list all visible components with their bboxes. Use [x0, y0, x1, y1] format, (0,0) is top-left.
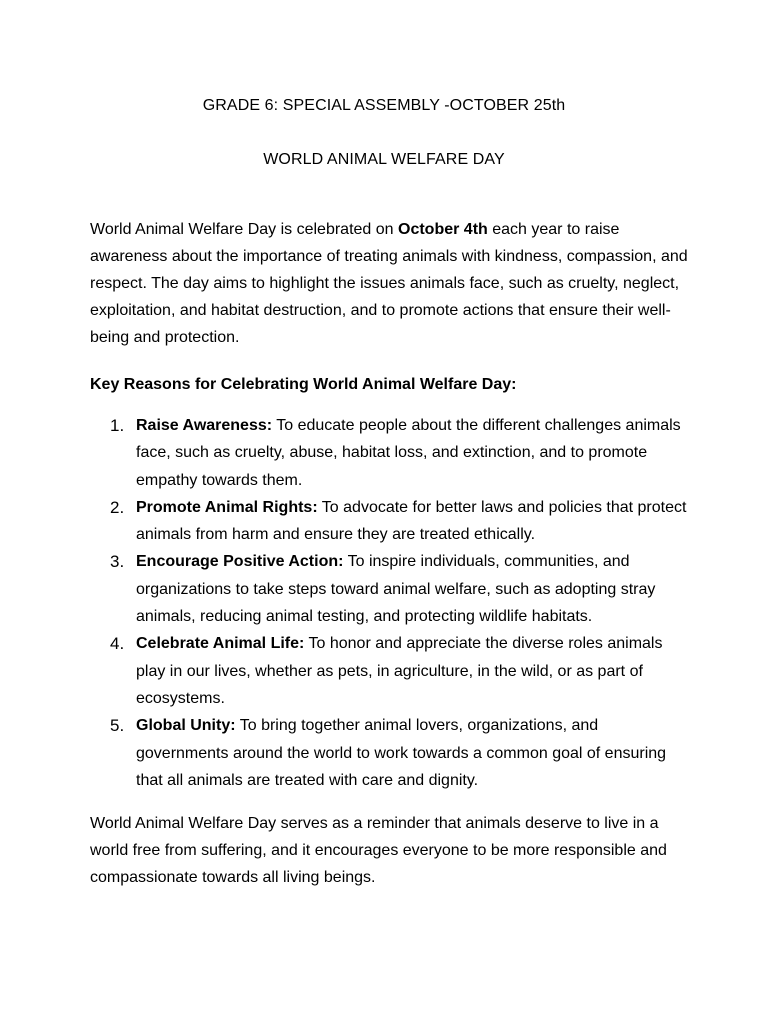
list-number: 5.	[110, 716, 125, 736]
page-title: WORLD ANIMAL WELFARE DAY	[263, 151, 505, 168]
intro-date: October 4th	[398, 221, 488, 238]
reason-title: Raise Awareness:	[136, 417, 273, 434]
reason-text: To educate people about the different challenges animals face, such as cruelty, abuse, habitat loss, and extinction, and to promote empathy towards them.	[136, 417, 681, 489]
list-number: 1.	[110, 416, 125, 435]
list-item	[90, 548, 690, 630]
reason-title: Encourage Positive Action:	[136, 553, 344, 571]
conclusion-paragraph: World Animal Welfare Day serves as a reminder that animals deserve to live in a world free from suffering, and it encourages everyone to be more responsible and compassionate towards all living beings.	[90, 815, 667, 886]
list-item	[90, 412, 690, 494]
reason-title: Celebrate Animal Life:	[136, 635, 305, 653]
list-number: 4.	[110, 634, 125, 654]
reason-text: To honor and appreciate the diverse roles animals play in our lives, whether as pets, in agriculture, in the wild, or as part of ecosystems.	[136, 635, 663, 707]
list-item	[90, 494, 690, 549]
reason-text: To inspire individuals, communities, and organizations to take steps toward animal welfare, such as adopting stray animals, reducing animal testing, and protecting wildlife habitats.	[136, 553, 656, 626]
reason-text: To advocate for better laws and policies that protect animals from harm and ensure they are treated ethically.	[136, 498, 687, 544]
reason-title: Global Unity:	[136, 717, 236, 735]
reason-text: To bring together animal lovers, organizations, and governments around the world to work towards a common goal of ensuring that all animals are treated with care and dignity.	[136, 717, 667, 789]
intro-text-end: each year to raise awareness about the importance of treating animals with kindness, compassion, and respect. The day aims to highlight the issues animals face, such as cruelty, neglect, exploitation, and habitat destruction, and to promote actions that ensure their well-being and protection.	[90, 221, 688, 346]
intro-text-start: World Animal Welfare Day is celebrated on	[90, 221, 398, 238]
assembly-line: GRADE 6: SPECIAL ASSEMBLY -OCTOBER 25th	[202, 97, 566, 114]
list-number: 2.	[110, 497, 125, 517]
list-number: 3.	[110, 552, 125, 572]
list-item	[90, 630, 690, 712]
intro-paragraph	[90, 216, 690, 351]
reason-title: Promote Animal Rights:	[136, 498, 318, 516]
reasons-heading: Key Reasons for Celebrating World Animal Welfare Day:	[90, 376, 517, 393]
list-item	[90, 712, 690, 794]
reasons-list	[90, 412, 690, 794]
